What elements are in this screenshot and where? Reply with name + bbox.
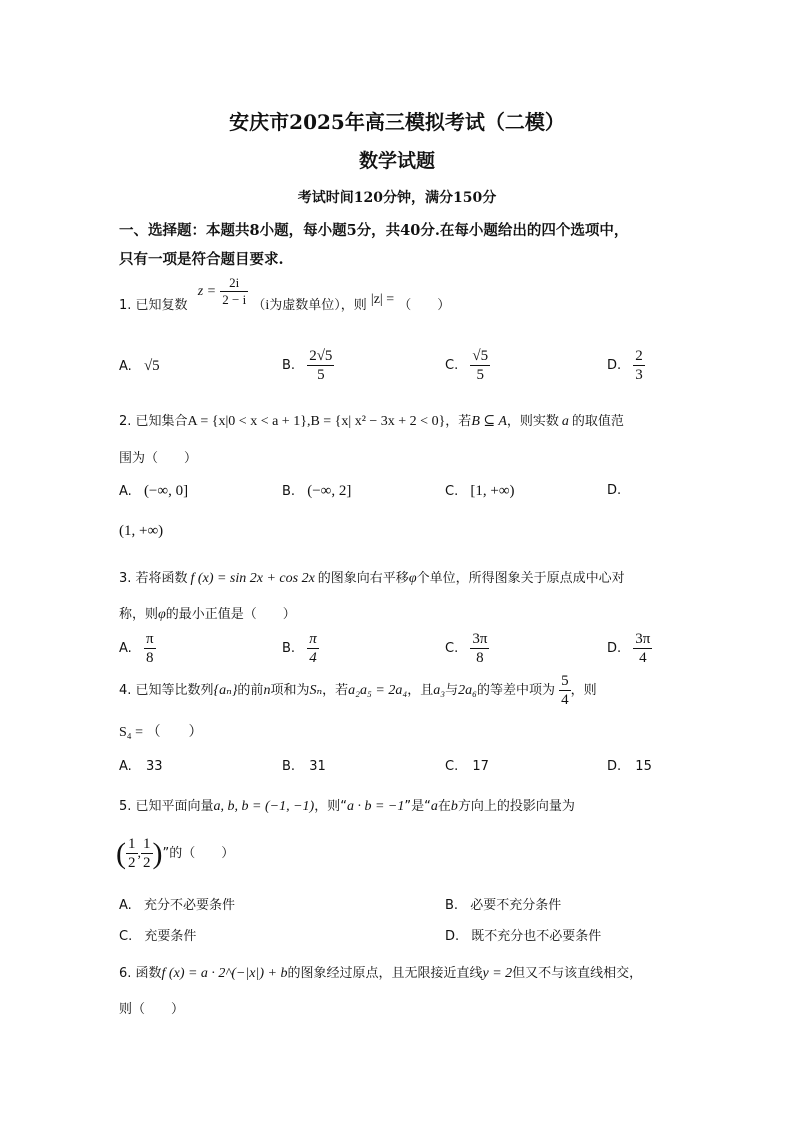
option-value: 17	[472, 759, 489, 774]
option-label: D.	[607, 483, 622, 498]
frac-num: √5	[472, 348, 489, 364]
q6-tail: 但又不与该直线相交，	[512, 966, 643, 981]
question-5	[119, 795, 575, 815]
option-label: A.	[119, 484, 132, 499]
q4-mid6: 的等差中项为	[477, 683, 556, 698]
section-heading-line2: 只有一项是符合题目要求.	[119, 251, 284, 268]
q5-tail: 方向上的投影向量为	[457, 799, 575, 814]
q2-subset: B ⊆ A	[471, 414, 507, 429]
option-label: B.	[445, 898, 459, 913]
frac-den: 5	[317, 367, 325, 383]
q3-tail: 个单位，所得图象关于原点成中心对	[416, 571, 625, 586]
q4-fraction	[559, 672, 571, 709]
q4-n: n	[263, 683, 271, 698]
q4-mid5: 与	[445, 683, 459, 698]
q2-sep: ,	[306, 414, 311, 429]
option-label: D.	[607, 641, 622, 656]
q3-line2-b: 的最小正值是（ ）	[165, 607, 296, 622]
q4-sn: Sₙ	[309, 683, 323, 698]
option-label: B.	[282, 641, 296, 656]
q1-paren: （ ）	[398, 298, 451, 313]
q4-mid: 的前	[237, 683, 264, 698]
option-value: (−∞, 2]	[307, 483, 352, 499]
q1-option-a[interactable]	[119, 358, 160, 375]
q2-option-a[interactable]	[119, 483, 188, 500]
q4-prefix: 4. 已知等比数列	[119, 683, 214, 698]
option-fraction	[307, 630, 319, 667]
option-fraction	[470, 630, 489, 667]
q1-option-b[interactable]	[282, 347, 334, 384]
option-label: C.	[445, 484, 459, 499]
frac-num: 1	[143, 836, 151, 852]
q6-line: y = 2	[482, 966, 513, 981]
q5-mid3: 在	[437, 799, 451, 814]
q3-line2-phi: φ	[158, 607, 166, 622]
frac-den: 2	[128, 855, 136, 871]
option-fraction	[307, 347, 334, 384]
option-value: 必要不充分条件	[470, 898, 562, 913]
q2-set-a: A = {x|0 < x < a + 1}	[187, 414, 307, 429]
q4-option-b[interactable]	[282, 759, 326, 774]
option-label: C.	[445, 759, 459, 774]
option-value: 充要条件	[144, 929, 197, 944]
frac-den: 4	[309, 650, 317, 666]
q1-option-c[interactable]	[445, 347, 490, 384]
q3-line2-a: 称，则	[119, 607, 159, 622]
q4-option-a[interactable]	[119, 759, 162, 774]
option-value: (−∞, 0]	[143, 483, 189, 499]
q1-prefix: 1. 已知复数	[119, 298, 188, 313]
q5-prefix: 5. 已知平面向量	[119, 799, 214, 814]
q3-option-c[interactable]	[445, 630, 489, 667]
question-3	[119, 567, 625, 587]
q2-option-c[interactable]	[445, 483, 515, 500]
q5-option-a[interactable]	[119, 894, 235, 913]
option-value: [1, +∞)	[470, 483, 515, 499]
option-label: A.	[119, 898, 132, 913]
option-label: D.	[607, 358, 622, 373]
frac-den: 4	[561, 692, 569, 708]
frac-den: 4	[639, 650, 647, 666]
q4-mid3: ，若	[322, 683, 349, 698]
q3-option-b[interactable]	[282, 630, 319, 667]
q5-comma: ,	[137, 846, 141, 861]
q5-vb: b	[450, 799, 458, 814]
frac-num: π	[145, 631, 154, 647]
q2-mid2: ，则实数	[506, 414, 559, 429]
q1-option-d[interactable]	[607, 347, 645, 384]
option-value: √5	[143, 358, 160, 374]
q1-abs: |z| =	[370, 292, 395, 307]
q4-line2	[119, 721, 203, 741]
q3-line2	[119, 603, 296, 623]
question-6	[119, 962, 642, 982]
q2-var-a: a	[561, 414, 569, 429]
option-label: C.	[445, 358, 459, 373]
q4-seq: {aₙ}	[213, 683, 238, 698]
q4-a6: 2a₆	[458, 683, 477, 698]
q1-i-var: i	[265, 298, 270, 313]
frac-num: 3π	[635, 631, 651, 647]
q5-va: a	[430, 799, 438, 814]
q2-tail: 的取值范	[571, 414, 624, 429]
q5-vec-x	[126, 835, 138, 872]
q5-dot: a · b = −1	[346, 799, 405, 814]
q3-prefix: 3. 若将函数	[119, 571, 188, 586]
q3-phi: φ	[408, 571, 417, 586]
q2-line2: 围为（ ）	[119, 451, 198, 466]
frac-den: 5	[476, 367, 484, 383]
frac-num: 2	[635, 348, 643, 364]
q5-mid2: ”是“	[404, 799, 431, 814]
question-4	[119, 671, 597, 711]
q5-mid: ，则“	[314, 799, 347, 814]
subject-title: 数学试题	[358, 150, 435, 172]
q2-prefix: 2. 已知集合	[119, 414, 188, 429]
option-value: 充分不必要条件	[143, 898, 235, 913]
option-label: D.	[445, 929, 460, 944]
q6-func: f (x) = a · 2^(−|x|) + b	[161, 966, 288, 981]
q1-open-paren: （	[252, 298, 266, 313]
q2-option-b[interactable]	[282, 483, 351, 500]
frac-den: 8	[145, 650, 154, 666]
option-label: D.	[607, 759, 622, 774]
option-label: B.	[282, 358, 296, 373]
q1-frac-num: 2i	[220, 275, 248, 292]
option-label: A.	[119, 759, 132, 774]
q5-close-bracket: )	[152, 836, 163, 870]
frac-num: 5	[561, 673, 569, 689]
q6-prefix: 6. 函数	[119, 966, 162, 981]
frac-num: 1	[128, 836, 136, 852]
frac-num: 2√5	[309, 348, 333, 364]
q1-fraction	[220, 275, 248, 308]
option-value: 既不充分也不必要条件	[471, 929, 602, 944]
option-fraction	[144, 630, 156, 667]
q5-option-c[interactable]	[119, 925, 196, 944]
q4-line2-text: S₄ = （ ）	[119, 725, 203, 740]
q5-line2	[116, 832, 234, 876]
frac-den: 2	[143, 855, 151, 871]
q4-mid2: 项和为	[270, 683, 310, 698]
exam-info: 考试时间120分钟，满分150分	[297, 190, 497, 206]
q4-mid4: ，且	[407, 683, 434, 698]
option-fraction	[633, 630, 652, 667]
q4-tail: ，则	[570, 683, 597, 698]
q5-vec-y	[141, 835, 153, 872]
q2-mid: ，若	[445, 414, 472, 429]
option-value: 33	[145, 759, 163, 774]
option-label: A.	[119, 641, 132, 656]
option-value: 15	[635, 759, 652, 774]
q5-vecs: a, b, b = (−1, −1)	[213, 799, 315, 814]
q5-option-d[interactable]	[445, 925, 601, 944]
section-heading-line1: 一、选择题：本题共8小题，每小题5分，共40分.在每小题给出的四个选项中，	[119, 222, 629, 239]
option-label: A.	[119, 359, 132, 374]
q1-frac-den: 2 − i	[222, 292, 247, 307]
q3-func: f (x) = sin 2x + cos 2x	[190, 571, 315, 586]
frac-den: 3	[635, 367, 643, 383]
q1-mid: 为虚数单位），则	[269, 298, 367, 313]
q4-option-d[interactable]	[607, 759, 652, 774]
option-label: C.	[445, 641, 459, 656]
q3-mid: 的图象向右平移	[317, 571, 409, 586]
q5-open-bracket: (	[116, 836, 126, 870]
option-label: C.	[119, 929, 133, 944]
q2-set-b: B = {x| x² − 3x + 2 < 0}	[310, 414, 446, 429]
q3-option-d[interactable]	[607, 630, 652, 667]
frac-den: 8	[476, 650, 484, 666]
q4-option-c[interactable]	[445, 759, 489, 774]
q5-option-b[interactable]	[445, 894, 561, 913]
q5-line2-tail: ”的（ ）	[162, 846, 235, 861]
option-fraction	[633, 347, 645, 384]
frac-num: π	[309, 631, 317, 647]
question-2	[119, 410, 624, 430]
q4-a3: a₃	[433, 683, 446, 698]
option-label: B.	[282, 484, 296, 499]
q2-option-d-value: (1, +∞)	[119, 523, 164, 539]
option-label: B.	[282, 759, 296, 774]
q3-option-a[interactable]	[119, 630, 156, 667]
q6-mid: 的图象经过原点，且无限接近直线	[287, 966, 483, 981]
question-1	[119, 275, 451, 326]
frac-num: 3π	[472, 631, 488, 647]
q1-z-eq: z =	[197, 284, 217, 299]
option-fraction	[470, 347, 490, 384]
q2-option-d[interactable]	[607, 483, 621, 498]
q4-cond: a₂a₅ = 2a₄	[348, 683, 408, 698]
option-value: 31	[309, 759, 326, 774]
page-title: 安庆市2025年高三模拟考试（二模）	[229, 110, 565, 134]
q6-line2: 则（ ）	[119, 1002, 185, 1017]
